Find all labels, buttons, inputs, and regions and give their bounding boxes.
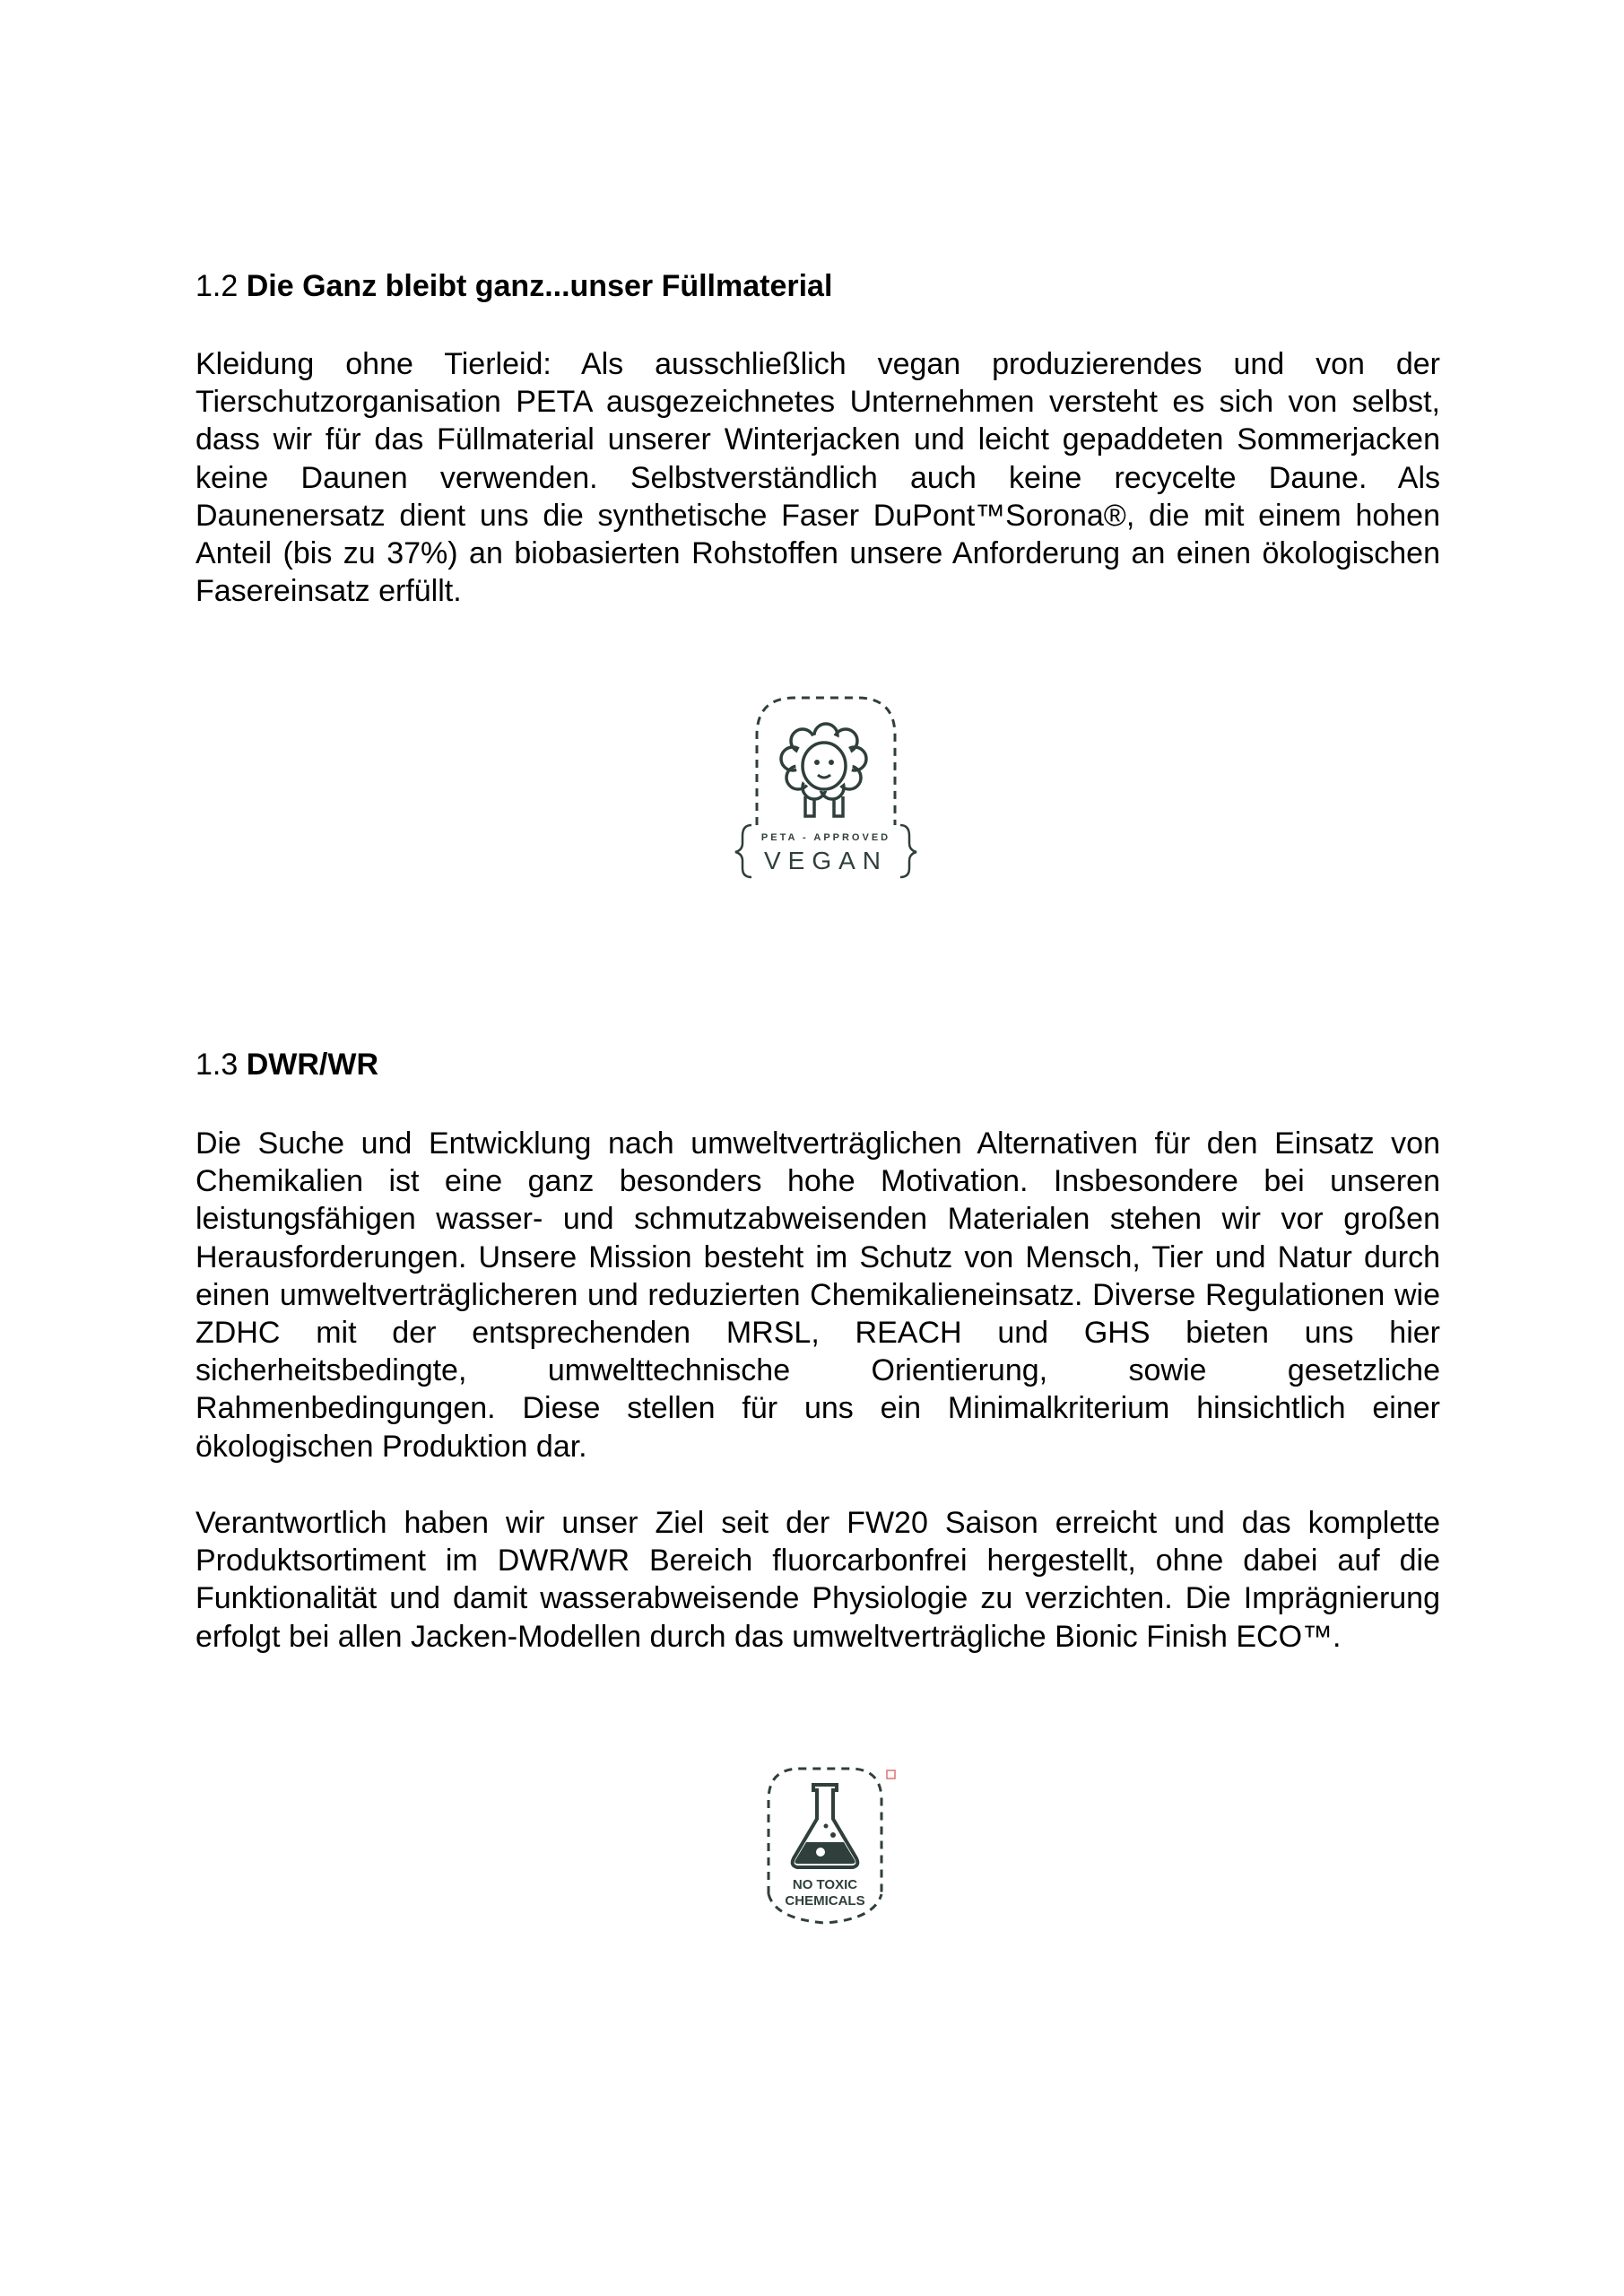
section-heading-1-2 bbox=[195, 267, 1440, 305]
section-title: DWR/WR bbox=[246, 1048, 379, 1082]
section-title: Die Ganz bleibt ganz...unser Füllmaterial bbox=[246, 269, 833, 303]
section-paragraph: Die Suche und Entwicklung nach umweltverträglichen Alternativen für den Einsatz von Chemikalien ist eine ganz besonders hohe Motivation. Insbesondere bei unseren leistungsfähigen wasser- und schmutzabweisenden Materialen stehen wir vor großen Herausforderungen. Unsere Mission besteht im Schutz von Mensch, Tier und Natur durch einen umweltverträglicheren und reduzierten Chemikalieneinsatz. Diverse Regulationen wie ZDHC mit der entsprechenden MRSL, REACH und GHS bieten uns hier sicherheitsbedingte, umwelttechnische Orientierung, sowie gesetzliche Rahmenbedingungen. Diese stellen für uns ein Minimalkriterium hinsichtlich einer ökologischen Produktion dar. bbox=[195, 1126, 1440, 1464]
badge-line2: VEGAN bbox=[763, 847, 889, 874]
section-number: 1.3 bbox=[195, 1048, 239, 1082]
badge-line1: NO TOXIC bbox=[792, 1877, 858, 1892]
section-number: 1.2 bbox=[195, 269, 239, 303]
section-heading-1-3 bbox=[195, 1046, 1440, 1083]
no-toxic-chemicals-badge bbox=[749, 1760, 901, 1930]
badge-line1: PETA - APPROVED bbox=[760, 832, 891, 843]
section-paragraph: Verantwortlich haben wir unser Ziel seit der FW20 Saison erreicht und das komplette Produktsortiment im DWR/WR Bereich fluorcarbonfrei hergestellt, ohne dabei auf die Funktionalität und damit wasserabweisende Physiologie zu verzichten. Die Imprägnierung erfolgt bei allen Jacken-Modellen durch das umweltverträgliche Bionic Finish ECO™. bbox=[195, 1506, 1440, 1654]
flask-icon bbox=[749, 1760, 901, 1930]
badge-line2: CHEMICALS bbox=[785, 1893, 865, 1909]
section-paragraph: Kleidung ohne Tierleid: Als ausschließlich vegan produzierendes und von der Tierschutzorganisation PETA ausgezeichnetes Unternehmen versteht es sich von selbst, dass wir für das Füllmaterial unserer Winterjacken und leicht gepaddeten Sommerjacken keine Daunen verwenden. Selbstverständlich auch keine recycelte Daune. Als Daunenersatz dient uns die synthetische Faser DuPont™Sorona®, die mit einem hohen Anteil (bis zu 37%) an biobasierten Rohstoffen unsere Anforderung an einen ökologischen Fasereinsatz erfüllt. bbox=[195, 347, 1440, 609]
peta-vegan-badge bbox=[732, 691, 920, 883]
sheep-icon bbox=[732, 691, 920, 883]
